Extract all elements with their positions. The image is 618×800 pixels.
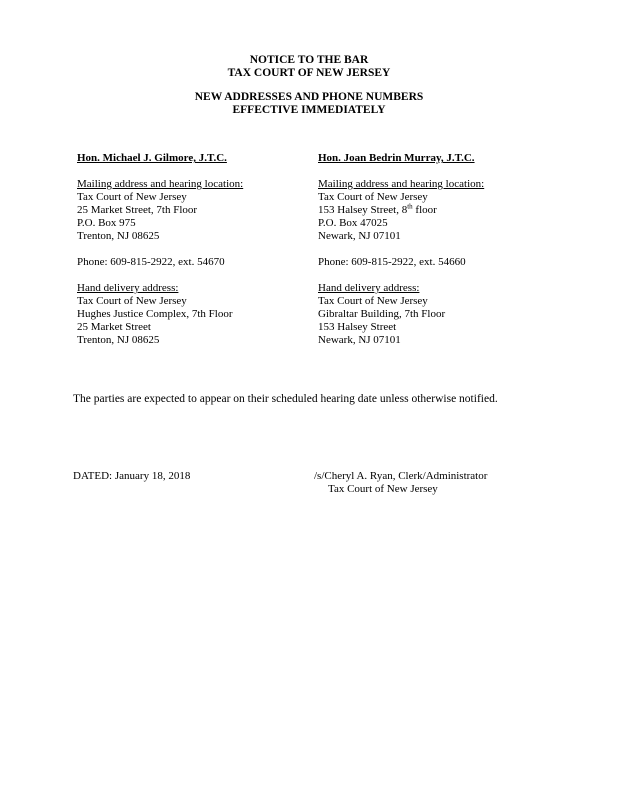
signature-line: /s/Cheryl A. Ryan, Clerk/Administrator (314, 470, 488, 482)
right-mailing-line: Tax Court of New Jersey (318, 191, 428, 203)
left-phone: Phone: 609-815-2922, ext. 54670 (77, 256, 225, 268)
right-judge-block (318, 152, 484, 347)
effective-title: EFFECTIVE IMMEDIATELY (232, 104, 386, 116)
left-mailing-line: 25 Market Street, 7th Floor (77, 204, 198, 216)
left-mailing-line: Tax Court of New Jersey (77, 191, 187, 203)
left-judge-block (77, 152, 243, 347)
left-mailing-line: P.O. Box 975 (77, 217, 136, 229)
left-delivery-line: 25 Market Street (77, 321, 151, 333)
subject-title: NEW ADDRESSES AND PHONE NUMBERS (194, 91, 424, 103)
right-phone: Phone: 609-815-2922, ext. 54660 (318, 256, 466, 268)
right-mailing-line: Newark, NJ 07101 (318, 230, 401, 242)
right-delivery-line: Gibraltar Building, 7th Floor (318, 308, 446, 320)
right-mailing-line: P.O. Box 47025 (318, 217, 388, 229)
left-delivery-line: Trenton, NJ 08625 (77, 334, 160, 346)
right-delivery-line: Newark, NJ 07101 (318, 334, 401, 346)
dated-line: DATED: January 18, 2018 (73, 470, 191, 482)
right-mailing-line: 153 Halsey Street, 8th floor (318, 202, 437, 216)
right-delivery-label: Hand delivery address: (318, 282, 420, 294)
left-mailing-label: Mailing address and hearing location: (77, 178, 244, 190)
left-mailing-line: Trenton, NJ 08625 (77, 230, 160, 242)
signature-court: Tax Court of New Jersey (328, 483, 438, 495)
left-delivery-line: Hughes Justice Complex, 7th Floor (77, 308, 233, 320)
right-mailing-label: Mailing address and hearing location: (318, 178, 485, 190)
left-judge-name: Hon. Michael J. Gilmore, J.T.C. (77, 152, 227, 164)
right-judge-name: Hon. Joan Bedrin Murray, J.T.C. (318, 152, 475, 164)
notice-paragraph: The parties are expected to appear on their scheduled hearing date unless otherwise notified. (73, 393, 498, 405)
right-delivery-line: Tax Court of New Jersey (318, 295, 428, 307)
right-delivery-line: 153 Halsey Street (318, 321, 397, 333)
left-delivery-line: Tax Court of New Jersey (77, 295, 187, 307)
left-delivery-label: Hand delivery address: (77, 282, 179, 294)
notice-title: NOTICE TO THE BAR (249, 54, 369, 66)
court-title: TAX COURT OF NEW JERSEY (227, 67, 391, 79)
